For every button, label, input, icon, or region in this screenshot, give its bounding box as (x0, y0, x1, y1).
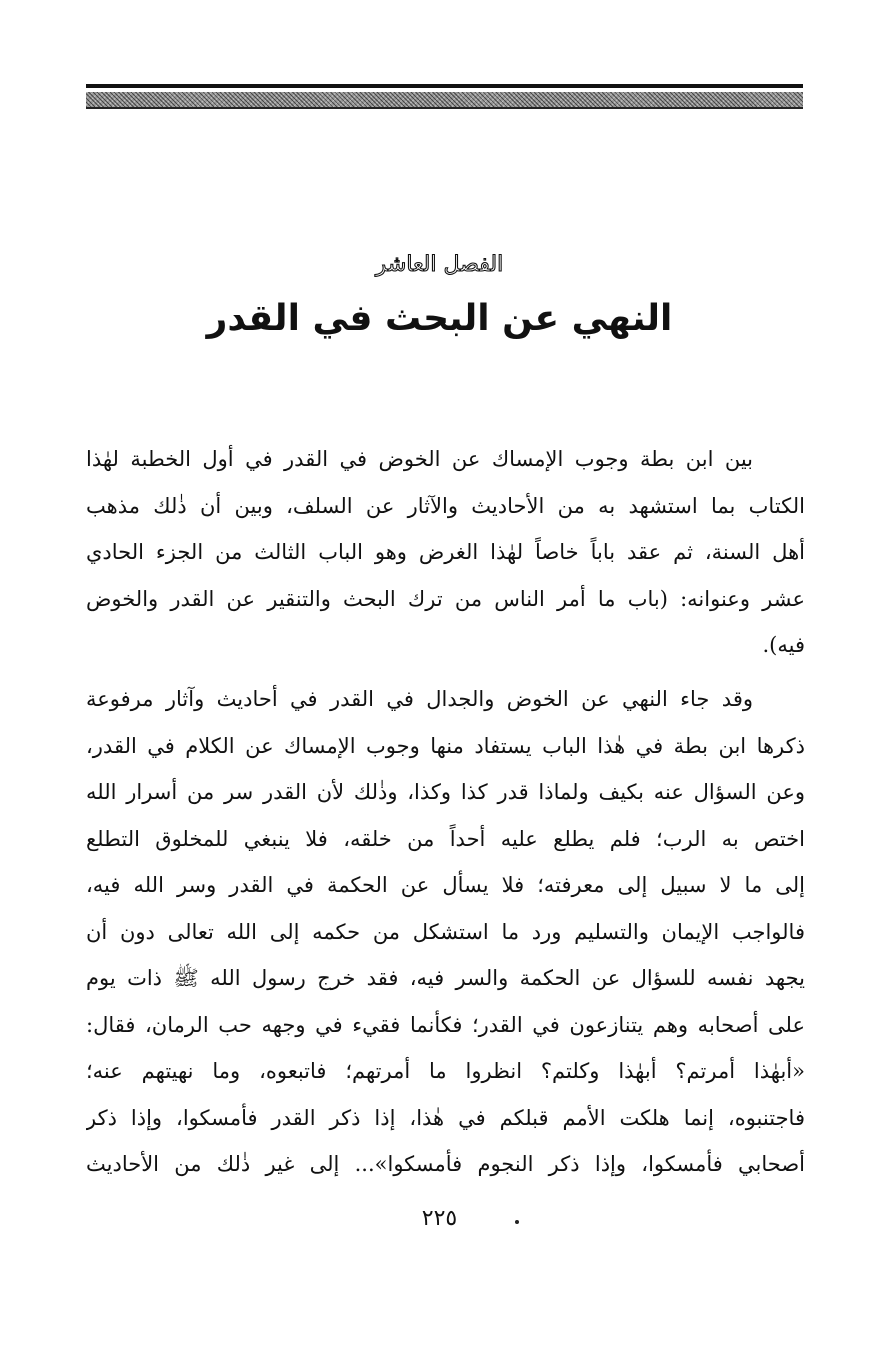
text-line: اختص به الرب؛ فلم يطلع عليه أحداً من خلقه، فلا ينبغي للمخلوق التطلع (86, 826, 805, 851)
text-line: على أصحابه وهم يتنازعون في القدر؛ فكأنما فقيء في وجهه حب الرمان، فقال: (86, 1012, 805, 1037)
text-line: فيه). (762, 633, 805, 657)
page-number-dot (515, 1220, 519, 1224)
text-line: عشر وعنوانه: (باب ما أمر الناس من ترك البحث والتنقير عن القدر والخوض (86, 586, 805, 611)
header-decorative-rule (86, 84, 803, 110)
paragraph-1 (86, 436, 805, 669)
header-rule-line (86, 84, 803, 88)
chapter-title: النهي عن البحث في القدر (206, 298, 673, 339)
text-line: فالواجب الإيمان والتسليم ورد ما استشكل من حكمه إلى الله تعالى دون أن (86, 919, 805, 944)
header-rule-band (86, 92, 803, 109)
text-line: إلى ما لا سبيل إلى معرفته؛ فلا يسأل عن الحكمة في القدر وسر الله فيه، (86, 873, 805, 897)
text-line: وقد جاء النهي عن الخوض والجدال في القدر في أحاديث وآثار مرفوعة (86, 687, 753, 711)
text-line: فاجتنبوه، إنما هلكت الأمم قبلكم في هٰذا، إذا ذكر القدر فأمسكوا، وإذا ذكر (86, 1105, 805, 1130)
text-line: يجهد نفسه للسؤال عن الحكمة والسر فيه، فقد خرج رسول الله ﷺ ذات يوم (86, 966, 805, 990)
text-line: أصحابي فأمسكوا، وإذا ذكر النجوم فأمسكوا»... إلى غير ذٰلك من الأحاديث (86, 1152, 805, 1176)
text-line: «أبهٰذا أمرتم؟ أبهٰذا وكلتم؟ انظروا ما أمرتهم؛ فاتبعوه، وما نهيتهم عنه؛ (86, 1059, 805, 1083)
text-line: وعن السؤال عنه بكيف ولماذا قدر كذا وكذا، وذٰلك لأن القدر سر من أسرار الله (86, 780, 805, 804)
paragraph-2 (86, 676, 805, 1188)
text-line: ذكرها ابن بطة في هٰذا الباب يستفاد منها وجوب الإمساك عن الكلام في القدر، (86, 733, 805, 758)
page-number: ٢٢٥ (421, 1206, 458, 1231)
text-line: الكتاب بما استشهد به من الأحاديث والآثار عن السلف، وبين أن ذٰلك مذهب (86, 493, 805, 518)
chapter-label: الفصل العاشر (375, 252, 504, 277)
text-line: أهل السنة، ثم عقد باباً خاصاً لهٰذا الغرض وهو الباب الثالث من الجزء الحادي (86, 540, 805, 564)
text-line: بين ابن بطة وجوب الإمساك عن الخوض في القدر في أول الخطبة لهٰذا (86, 447, 753, 471)
